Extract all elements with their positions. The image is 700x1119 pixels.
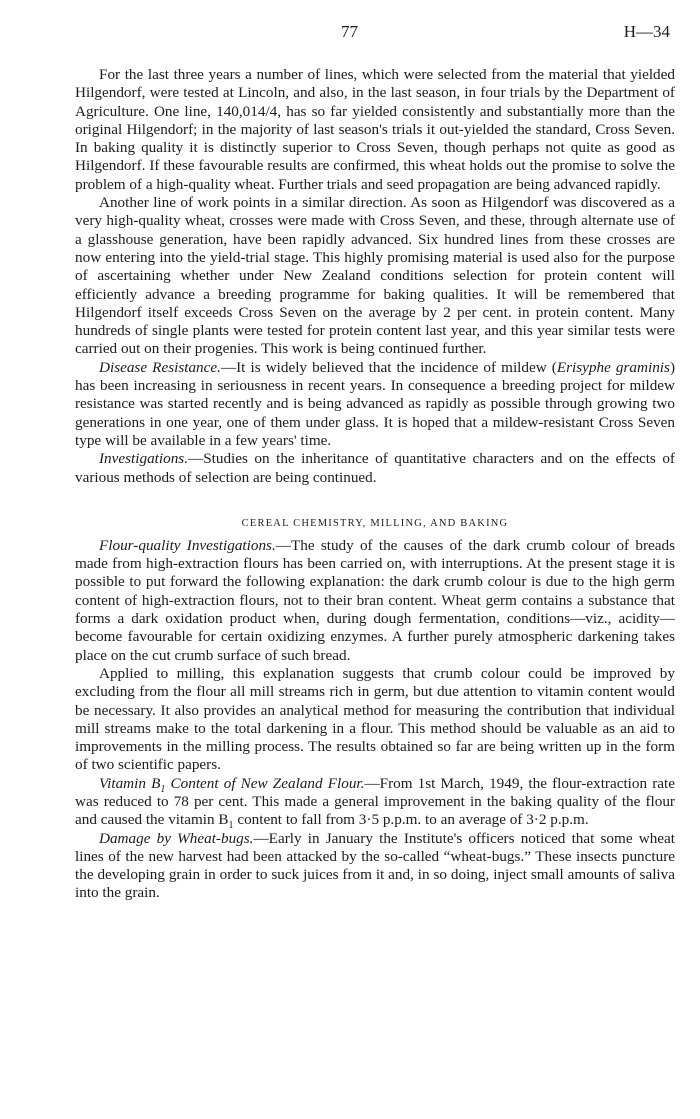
paragraph-heading: Disease Resistance.	[99, 358, 221, 376]
paragraph-disease-resistance: Disease Resistance.—It is widely believed that the incidence of mildew (Erisyphe graminis) has been increasing in seriousness in recent years. In consequence a breeding project for mildew resistance was started recently and is being advanced as rapidly as possible through growing two generations in one year, one of them under glass. It is hoped that a mildew-resistant Cross Seven type will be available in a few years' time.	[75, 358, 676, 449]
page-number: 77	[341, 22, 358, 41]
paragraph-heading: Investigations.	[99, 450, 189, 468]
paragraph-flour-quality: Flour-quality Investigations.—The study of the causes of the dark crumb colour of breads made from high-extraction flours has been carried on, with interruptions. At the present stage it is possible to put forward the following explanation: the dark crumb colour is due to the high germ content of high-extraction flours, not to their bran content. Wheat germ contains a substance that forms a dark oxidation product when, during dough fermentation, conditions—viz., acidity—become favourable for certain oxidizing enzymes. A further purely atmospheric darkening takes place on the cut crumb surface of such bread.	[75, 536, 675, 664]
paragraph-crosses: Another line of work points in a similar direction. As soon as Hilgendorf was discovered as a very high-quality wheat, crosses were made with Cross Seven, and these, through alternate use of a glasshouse generation, have been rapidly advanced. Six hundred lines from these crosses are now entering into the yield-trial stage. This highly promising material is used also for the purpose of ascertaining whether under New Zealand conditions selection for protein content will efficiently advance a breeding programme for baking qualities. It will be remembered that Hilgendorf itself exceeds Cross Seven on the average by 2 per cent. in protein content. Many hundreds of single plants were tested for protein content last year, and this year similar tests were carried out on their progenies. This work is being continued further.	[75, 194, 675, 358]
page-header	[0, 22, 700, 42]
paragraph-investigations: Investigations.—Studies on the inheritance of quantitative characters and on the effects of various methods of selection are being continued.	[75, 450, 675, 486]
paragraph-heading: Damage by Wheat-bugs.	[99, 829, 254, 847]
section-heading: CEREAL CHEMISTRY, MILLING, AND BAKING	[241, 517, 509, 529]
paragraph-wheat-bugs: Damage by Wheat-bugs.—Early in January the Institute's officers noticed that some wheat lines of the new harvest had been attacked by the so-called “wheat-bugs.” These insects puncture the developing grain in order to suck juices from it and, in so doing, inject small amounts of saliva into the grain.	[75, 829, 676, 902]
paragraph-heading: Vitamin $B_1$ Content of New Zealand Flour.	[99, 774, 365, 795]
species-name: Erisyphe graminis	[556, 358, 670, 376]
page-reference: H—34	[623, 22, 670, 41]
body-text	[75, 66, 675, 903]
paragraph-heading: Flour-quality Investigations.	[99, 536, 276, 554]
paragraph-hilgendorf-lines: For the last three years a number of lines, which were selected from the material that yielded Hilgendorf, were tested at Lincoln, and also, in the last season, in four trials by the Department of Agriculture. One line, 140,014/4, has so far yielded consistently and substantially more than the original Hilgendorf; in the majority of last season's trials it out-yielded the standard, Cross Seven. In baking quality it is distinctly superior to Cross Seven, though perhaps not quite as good as Hilgendorf. If these favourable results are confirmed, this wheat holds out the promise to solve the problem of a high-quality wheat. Further trials and seed propagation are being advanced rapidly.	[75, 66, 675, 193]
paragraph-vitamin-b1: Vitamin $B_1$ Content of New Zealand Flour.—From 1st March, 1949, the flour-extraction rate was reduced to 78 per cent. This made a general improvement in the baking quality of the flour and caused the vitamin $B_1$ content to fall from 3·5 p.p.m. to an average of 3·2 p.p.m.	[75, 774, 675, 832]
section-spacer	[75, 487, 675, 517]
paragraph-milling: Applied to milling, this explanation suggests that crumb colour could be improved by excluding from the flour all mill streams rich in germ, but due attention to vitamin content would be necessary. It also provides an analytical method for measuring the contribution that individual mill streams make to the total darkening in a flour. This method should be valuable as an aid to improvements in the milling process. The results obtained so far are being written up in the form of two scientific papers.	[75, 664, 675, 774]
